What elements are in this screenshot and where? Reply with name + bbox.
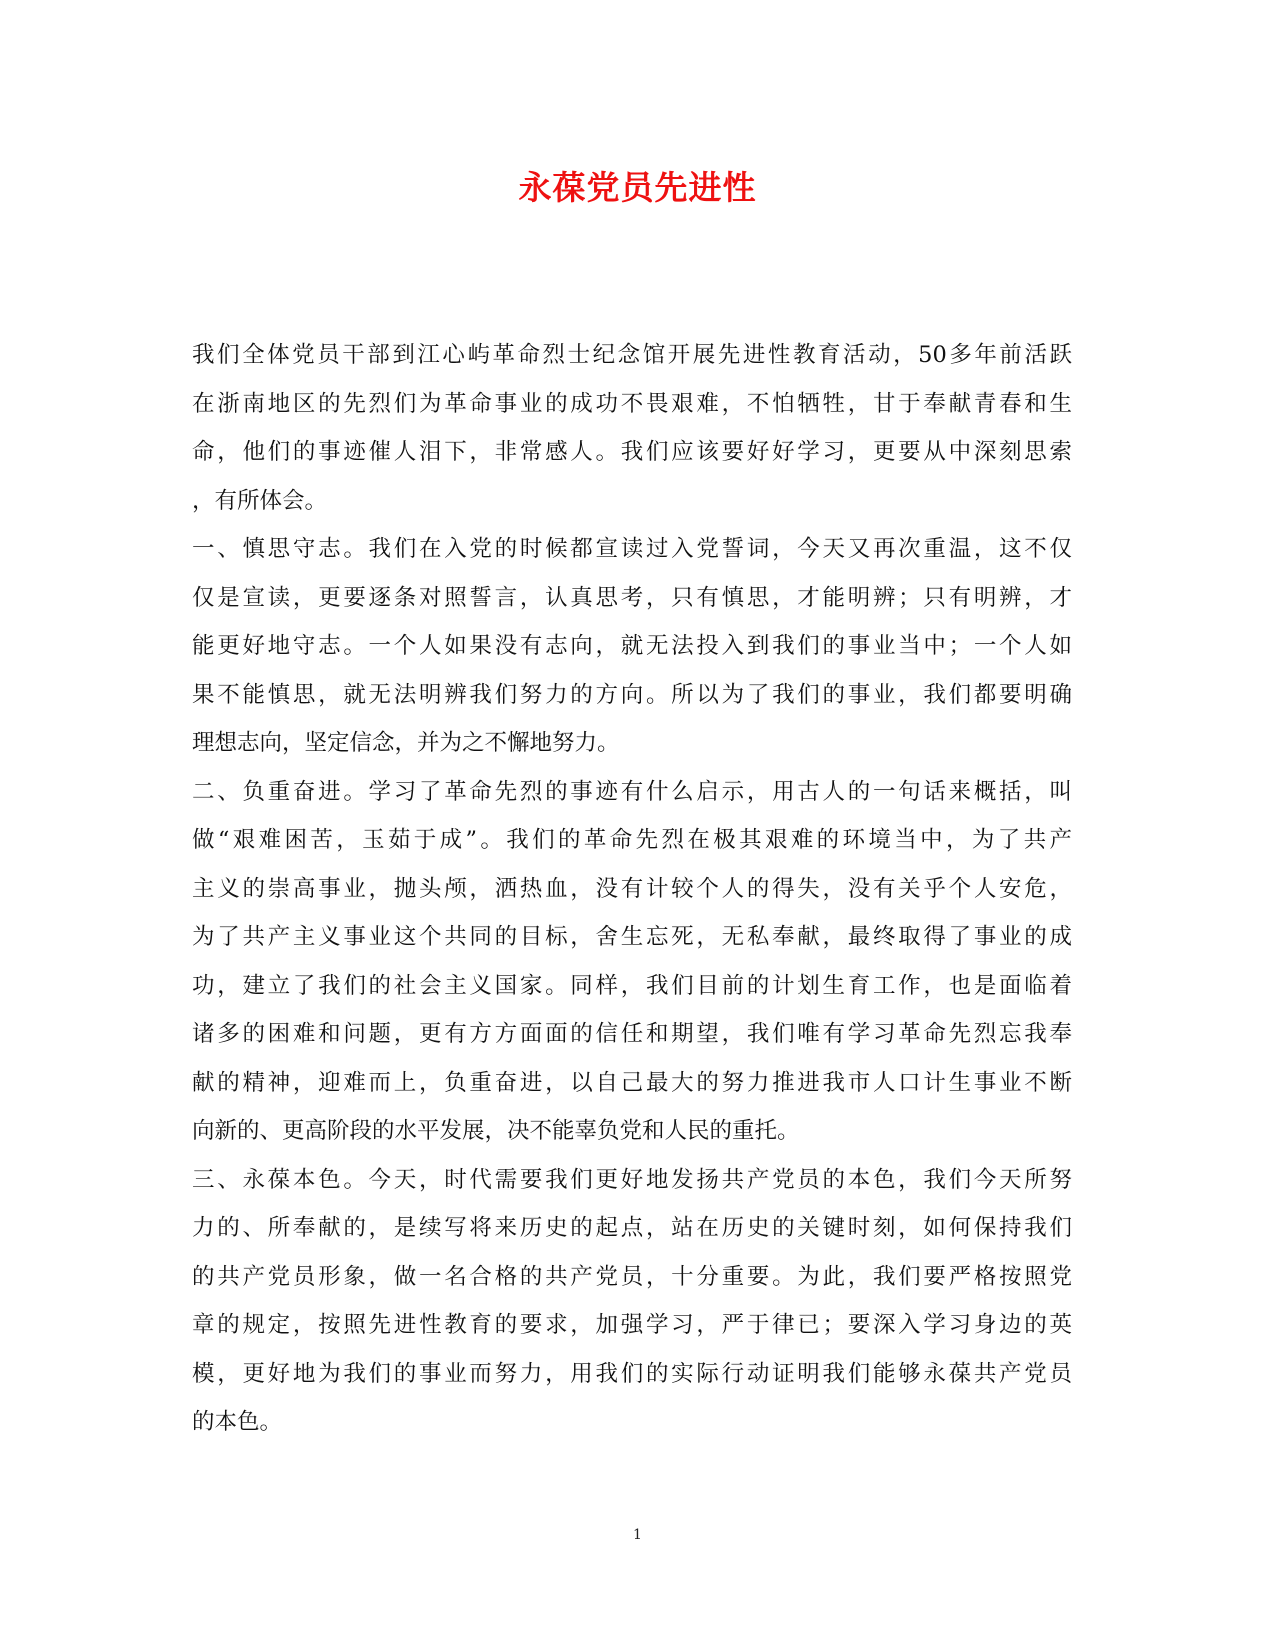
body-line: 为了共产主义事业这个共同的目标，舍生忘死，无私奉献，最终取得了事业的成 bbox=[192, 924, 1072, 950]
body-line: 果不能慎思，就无法明辨我们努力的方向。所以为了我们的事业，我们都要明确 bbox=[192, 681, 1072, 708]
body-line: 仅是宣读，更要逐条对照誓言，认真思考，只有慎思，才能明辨；只有明辨，才 bbox=[192, 584, 1072, 611]
body-line: 在浙南地区的先烈们为革命事业的成功不畏艰难，不怕牺牲，甘于奉献青春和生 bbox=[192, 390, 1072, 417]
body-line: 主义的崇高事业，抛头颅，洒热血，没有计较个人的得失，没有关乎个人安危， bbox=[192, 875, 1072, 902]
body-line: 能更好地守志。一个人如果没有志向，就无法投入到我们的事业当中；一个人如 bbox=[192, 633, 1072, 659]
body-line: 章的规定，按照先进性教育的要求，加强学习，严于律已；要深入学习身边的英 bbox=[192, 1312, 1072, 1338]
body-line: 二、负重奋进。学习了革命先烈的事迹有什么启示，用古人的一句话来概括，叫 bbox=[192, 778, 1072, 805]
body-line: ，有所体会。 bbox=[192, 487, 328, 514]
body-line: 模，更好地为我们的事业而努力，用我们的实际行动证明我们能够永葆共产党员 bbox=[192, 1360, 1072, 1387]
page-number: 1 bbox=[633, 1527, 642, 1543]
body-line: 三、永葆本色。今天，时代需要我们更好地发扬共产党员的本色，我们今天所努 bbox=[192, 1166, 1072, 1193]
body-line: 诸多的困难和问题，更有方方面面的信任和期望，我们唯有学习革命先烈忘我奉 bbox=[192, 1021, 1072, 1047]
body-line: 功，建立了我们的社会主义国家。同样，我们目前的计划生育工作，也是面临着 bbox=[192, 972, 1072, 999]
body-line: 我们全体党员干部到江心屿革命烈士纪念馆开展先进性教育活动，50多年前活跃 bbox=[192, 342, 1072, 368]
body-line: 力的、所奉献的，是续写将来历史的起点，站在历史的关键时刻，如何保持我们 bbox=[192, 1215, 1072, 1241]
body-line: 做“艰难困苦，玉茹于成”。我们的革命先烈在极其艰难的环境当中，为了共产 bbox=[192, 827, 1072, 853]
body-line: 的本色。 bbox=[192, 1409, 283, 1435]
body-line: 献的精神，迎难而上，负重奋进，以自己最大的努力推进我市人口计生事业不断 bbox=[192, 1069, 1072, 1096]
body-line: 命，他们的事迹催人泪下，非常感人。我们应该要好好学习，更要从中深刻思索 bbox=[192, 439, 1072, 465]
document-title: 永葆党员先进性 bbox=[518, 168, 757, 207]
body-line: 理想志向，坚定信念，并为之不懈地努力。 bbox=[192, 730, 620, 756]
body-line: 的共产党员形象，做一名合格的共产党员，十分重要。为此，我们要严格按照党 bbox=[192, 1263, 1072, 1290]
document-body bbox=[192, 331, 1072, 1447]
body-line: 向新的、更高阶段的水平发展，决不能辜负党和人民的重托。 bbox=[192, 1118, 800, 1144]
body-line: 一、慎思守志。我们在入党的时候都宣读过入党誓词，今天又再次重温，这不仅 bbox=[192, 536, 1072, 562]
